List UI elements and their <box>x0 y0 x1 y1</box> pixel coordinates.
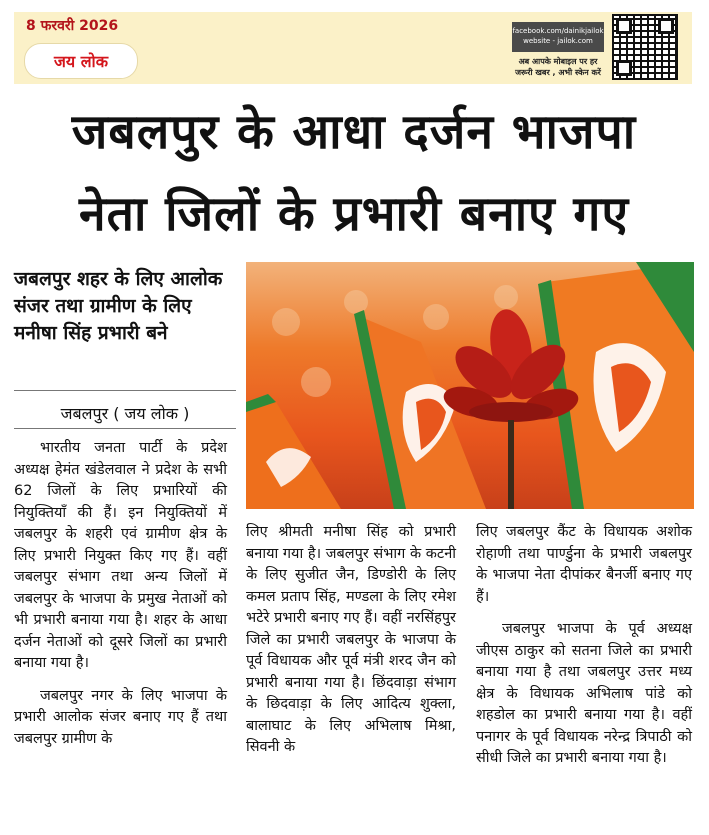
qr-code-icon <box>612 14 678 80</box>
article-column-3 <box>476 522 692 770</box>
bjp-flags-photo <box>246 262 694 509</box>
article-paragraph: भारतीय जनता पार्टी के प्रदेश अध्यक्ष हेमंत खंडेलवाल ने प्रदेश के सभी 62 जिलों के लिए प्रभारियों की नियुक्तियाँ की हैं। इन नियुक्तियों में जबलपुर के शहरी एवं ग्रामीण क्षेत्र के लिए प्रभारी नियुक्त किए गए हैं। वहीं जबलपुर संभाग तथा अन्य जिलों में जबलपुर के भाजपा के प्रमुख नेताओं को भी प्रभारी बनाया गया है। शहर के आधा दर्जन नेताओं को दूसरे जिलों का प्रभारी बनाया गया है। <box>14 440 227 671</box>
dateline: जबलपुर ( जय लोक ) <box>60 404 190 423</box>
article-paragraph: जबलपुर नगर के लिए भाजपा के प्रभारी आलोक संजर बनाए गए हैं तथा जबलपुर ग्रामीण के <box>14 687 227 747</box>
promo-line-1: अब आपके मोबाइल पर हर <box>518 57 598 66</box>
facebook-link-text: facebook.com/dainikjailok <box>512 27 604 35</box>
social-links-box <box>512 22 604 52</box>
article-paragraph: जबलपुर भाजपा के पूर्व अध्यक्ष जीएस ठाकुर को सतना जिले का प्रभारी बनाया गया है तथा जबलपुर उत्तर मध्य क्षेत्र के विधायक अभिलाष पांडे को शहडोल का प्रभारी बनाया गया है। वहीं पनागर के पूर्व विधायक नरेन्द्र त्रिपाठी को सीधी जिले का प्रभारी बनाया गया है। <box>476 621 692 766</box>
qr-corner-marker <box>616 60 632 76</box>
headline-line-1: जबलपुर के आधा दर्जन भाजपा <box>71 104 637 160</box>
jailok-logo <box>24 43 138 79</box>
divider <box>14 390 236 391</box>
masthead <box>14 12 692 84</box>
divider <box>14 428 236 429</box>
article-paragraph: लिए जबलपुर कैंट के विधायक अशोक रोहाणी तथा पार्ण्डुना के प्रभारी जबलपुर के भाजपा नेता दीपांकर बैनर्जी बनाए गए हैं। <box>476 524 692 605</box>
qr-corner-marker <box>658 18 674 34</box>
article-column-2 <box>246 522 456 759</box>
flag-left <box>246 394 341 509</box>
scan-promo <box>506 56 610 78</box>
website-link-text: website - jailok.com <box>523 37 593 45</box>
subheadline: जबलपुर शहर के लिए आलोक संजर तथा ग्रामीण के लिए मनीषा सिंह प्रभारी बने <box>14 268 223 344</box>
photo-illustration <box>246 262 694 509</box>
logo-text: जय लोक <box>53 52 108 71</box>
article-paragraph: लिए श्रीमती मनीषा सिंह को प्रभारी बनाया गया है। जबलपुर संभाग के कटनी के लिए सुजीत जैन, डिण्डोरी के लिए कमल प्रताप सिंह, मण्डला के लिए रमेश भटेरे प्रभारी बनाए गए हैं। वहीं नरसिंहपुर जिले का प्रभारी जबलपुर के भाजपा के पूर्व विधायक और पूर्व मंत्री शरद जैन को प्रभारी बनाया गया है। छिंदवाड़ा संभाग के छिदवाड़ा के लिए आदित्य शुक्ला, बालाघाट के लिए अभिलाष मिश्रा, सिवनी के <box>246 524 456 755</box>
headline-line-2: नेता जिलों के प्रभारी बनाए गए <box>78 186 630 242</box>
flag-right <box>538 262 694 509</box>
issue-date: 8 फरवरी 2026 <box>26 18 119 34</box>
article-column-1 <box>14 438 227 750</box>
qr-corner-marker <box>616 18 632 34</box>
promo-line-2: जरूरी खबर , अभी स्केन करें <box>515 68 601 77</box>
